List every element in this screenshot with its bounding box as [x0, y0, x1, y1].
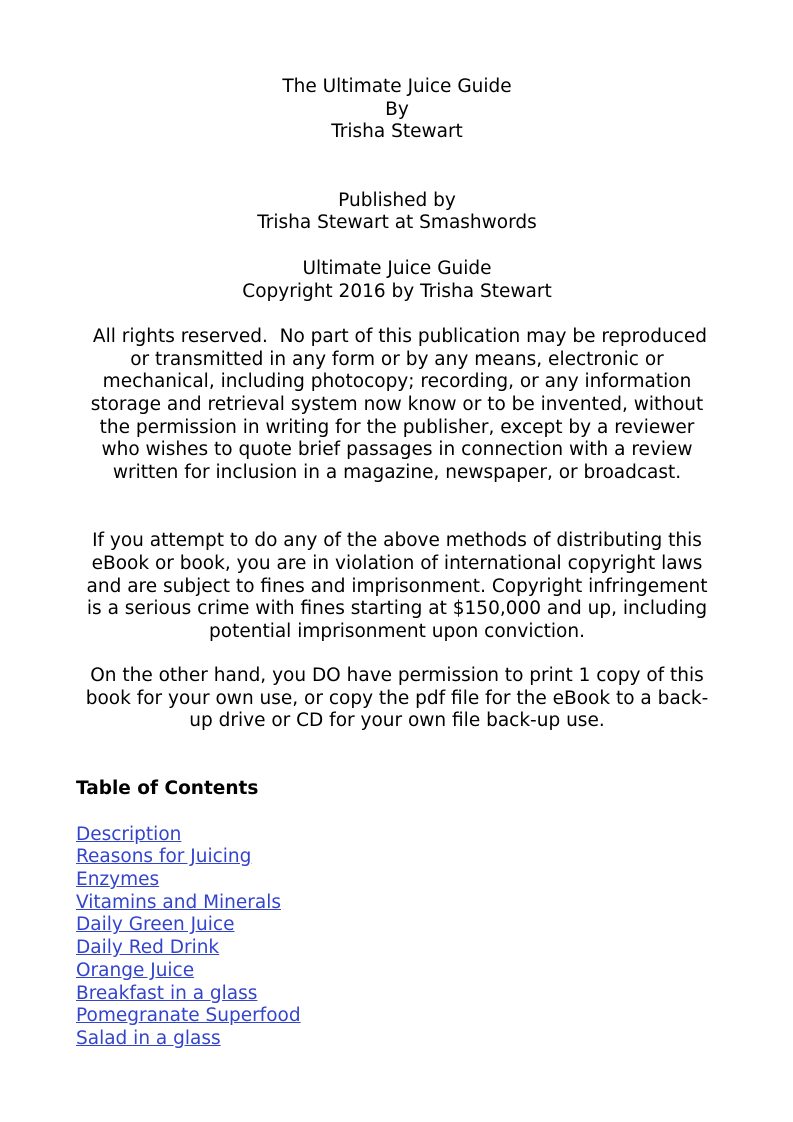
- publisher-name: Trisha Stewart at Smashwords: [257, 212, 537, 234]
- paragraph-line: On the other hand, you DO have permission to print 1 copy of this: [90, 665, 704, 687]
- toc-link-reasons-for-juicing[interactable]: Reasons for Juicing: [76, 846, 252, 868]
- copyright-notice: Copyright 2016 by Trisha Stewart: [242, 280, 552, 302]
- paragraph-line: All rights reserved. No part of this publication may be reproduced: [87, 326, 707, 348]
- paragraph-line: If you attempt to do any of the above methods of distributing this: [92, 530, 702, 552]
- paragraph-line: storage and retrieval system now know or to be invented, without: [90, 393, 704, 415]
- published-by-label: Published by: [338, 189, 456, 211]
- toc-link-description[interactable]: Description: [76, 823, 182, 845]
- paragraph-line: book for your own use, or copy the pdf file for the eBook to a back-: [85, 687, 709, 709]
- toc-link-pomegranate-superfood[interactable]: Pomegranate Superfood: [76, 1005, 301, 1027]
- book-title: The Ultimate Juice Guide: [282, 76, 512, 97]
- by-line: By: [385, 98, 409, 120]
- toc-link-daily-red-drink[interactable]: Daily Red Drink: [76, 937, 220, 959]
- toc-link-vitamins-and-minerals[interactable]: Vitamins and Minerals: [76, 891, 281, 913]
- document-page: [76, 76, 718, 1051]
- paragraph-line: mechanical, including photocopy; recording, or any information: [102, 371, 692, 393]
- toc-link-salad-in-a-glass[interactable]: Salad in a glass: [76, 1027, 221, 1049]
- paragraph-line: who wishes to quote brief passages in connection with a review: [101, 439, 693, 461]
- paragraph-line: or transmitted in any form or by any means, electronic or: [130, 348, 664, 370]
- paragraph-line: up drive or CD for your own file back-up use.: [189, 710, 605, 732]
- paragraph-line: is a serious crime with fines starting at $150,000 and up, including: [86, 598, 708, 620]
- paragraph-line: written for inclusion in a magazine, newspaper, or broadcast.: [112, 461, 682, 483]
- paragraph-line: the permission in writing for the publisher, except by a reviewer: [99, 416, 695, 438]
- title-block: [76, 76, 718, 144]
- copyright-block: [76, 258, 718, 303]
- toc-link-orange-juice[interactable]: Orange Juice: [76, 959, 195, 981]
- toc-link-breakfast-in-a-glass[interactable]: Breakfast in a glass: [76, 982, 258, 1004]
- copyright-book-title: Ultimate Juice Guide: [302, 257, 492, 279]
- author-name: Trisha Stewart: [331, 121, 463, 143]
- paragraph-line: potential imprisonment upon conviction.: [209, 620, 585, 642]
- toc-link-enzymes[interactable]: Enzymes: [76, 869, 160, 891]
- toc-heading: Table of Contents: [76, 778, 259, 800]
- toc-link-daily-green-juice[interactable]: Daily Green Juice: [76, 914, 235, 936]
- violation-paragraph: [76, 530, 718, 643]
- paragraph-line: eBook or book, you are in violation of international copyright laws: [91, 552, 703, 574]
- publisher-block: [76, 190, 718, 235]
- permission-paragraph: [76, 665, 718, 733]
- paragraph-line: and are subject to fines and imprisonment. Copyright infringement: [86, 575, 708, 597]
- toc-list: [76, 824, 718, 1051]
- rights-paragraph: [76, 326, 718, 484]
